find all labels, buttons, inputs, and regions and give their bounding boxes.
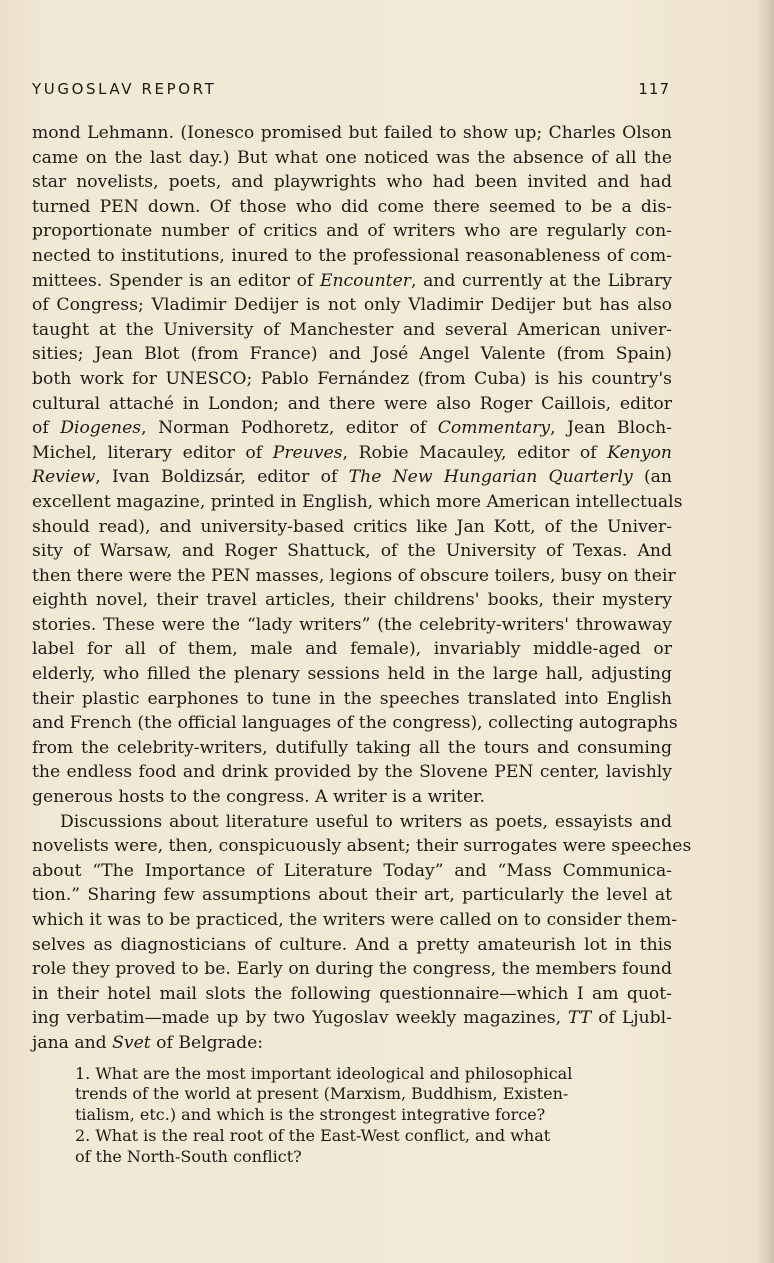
text-line: novelists were, then, conspicuously absent; their surrogates were speeches — [32, 836, 692, 857]
text-line: label for all of them, male and female), invariably middle-aged or — [32, 639, 672, 660]
italic-title: The New Hungarian Quarterly — [348, 467, 633, 488]
text-line: generous hosts to the congress. A writer is a writer. — [32, 787, 485, 808]
italic-title: Encounter — [319, 270, 411, 291]
text-line: and French (the official languages of the congress), collecting autographs — [32, 713, 678, 734]
page-number: 117 — [638, 80, 670, 98]
text-line: selves as diagnosticians of culture. And a pretty amateurish lot in this — [32, 934, 672, 955]
text-line: came on the last day.) But what one noticed was the absence of all the — [32, 147, 672, 168]
text-line: then there were the PEN masses, legions of obscure toilers, busy on their — [32, 565, 676, 586]
question-line: of the North-South conflict? — [75, 1146, 302, 1166]
paragraph-2 — [32, 810, 692, 1056]
text-line: cultural attaché in London; and there were also Roger Caillois, editor — [32, 393, 672, 414]
text-line: both work for UNESCO; Pablo Fernández (from Cuba) is his country's — [32, 368, 672, 389]
running-head: YUGOSLAV REPORT — [32, 80, 217, 98]
page-header — [32, 80, 670, 102]
body-text — [32, 121, 692, 1168]
text-line: Discussions about literature useful to writers as poets, essayists and — [60, 811, 672, 832]
question-line: 2. What is the real root of the East-West conflict, and what — [75, 1125, 551, 1145]
italic-title: TT — [568, 1008, 592, 1029]
text-line: Michel, literary editor of Preuves, Robie Macauley, editor of Kenyon — [32, 442, 672, 463]
text-line: ing verbatim—made up by two Yugoslav weekly magazines, TT of Ljubl- — [32, 1008, 672, 1029]
paragraph-1 — [32, 121, 683, 810]
questionnaire-list — [75, 1064, 665, 1168]
text-line: mittees. Spender is an editor of Encounter, and currently at the Library — [32, 270, 672, 291]
text-line: nected to institutions, inured to the professional reasonableness of com- — [32, 245, 672, 266]
text-line: taught at the University of Manchester and several American univer- — [32, 319, 672, 340]
italic-title: Review — [32, 467, 96, 488]
text-line: turned PEN down. Of those who did come there seemed to be a dis- — [32, 196, 672, 217]
italic-title: Commentary — [437, 418, 551, 439]
text-line: in their hotel mail slots the following questionnaire—which I am quot- — [32, 983, 672, 1004]
text-line: about “The Importance of Literature Today” and “Mass Communica- — [32, 860, 672, 881]
text-line: eighth novel, their travel articles, their childrens' books, their mystery — [32, 590, 672, 611]
text-line: jana and Svet of Belgrade: — [32, 1032, 264, 1053]
page-edge-shadow — [756, 0, 774, 1263]
text-line: the endless food and drink provided by the Slovene PEN center, lavishly — [32, 762, 672, 783]
text-line: elderly, who filled the plenary sessions held in the large hall, adjusting — [32, 664, 672, 685]
text-line: of Congress; Vladimir Dedijer is not only Vladimir Dedijer but has also — [32, 295, 672, 316]
italic-title: Diogenes — [60, 418, 142, 439]
text-line: excellent magazine, printed in English, which more American intellectuals — [32, 491, 683, 512]
question-line: trends of the world at present (Marxism, Buddhism, Existen- — [75, 1084, 569, 1104]
question-line: 1. What are the most important ideological and philosophical — [75, 1063, 573, 1083]
question-line: tialism, etc.) and which is the strongest integrative force? — [75, 1105, 546, 1125]
italic-title: Preuves — [272, 442, 343, 463]
text-line: star novelists, poets, and playwrights who had been invited and had — [32, 172, 672, 193]
text-line: which it was to be practiced, the writers were called on to consider them- — [32, 910, 678, 930]
text-line: role they proved to be. Early on during the congress, the members found — [32, 959, 672, 980]
text-line: proportionate number of critics and of writers who are regularly con- — [32, 221, 672, 242]
text-line: should read), and university-based critics like Jan Kott, of the Univer- — [32, 516, 672, 537]
italic-title: Kenyon — [607, 442, 672, 463]
text-line: mond Lehmann. (Ionesco promised but failed to show up; Charles Olson — [32, 123, 672, 143]
text-line: of Diogenes, Norman Podhoretz, editor of Commentary, Jean Bloch- — [32, 418, 672, 439]
text-line: stories. These were the “lady writers” (the celebrity-writers' throwaway — [32, 614, 672, 635]
text-line: sity of Warsaw, and Roger Shattuck, of the University of Texas. And — [32, 541, 672, 562]
text-line: from the celebrity-writers, dutifully taking all the tours and consuming — [32, 737, 672, 758]
text-line: Review, Ivan Boldizsár, editor of The New Hungarian Quarterly (an — [32, 467, 672, 488]
text-line: their plastic earphones to tune in the speeches translated into English — [32, 688, 672, 709]
text-line: sities; Jean Blot (from France) and José Angel Valente (from Spain) — [32, 344, 672, 365]
text-line: tion.” Sharing few assumptions about their art, particularly the level at — [32, 885, 672, 906]
italic-title: Svet — [112, 1032, 151, 1053]
